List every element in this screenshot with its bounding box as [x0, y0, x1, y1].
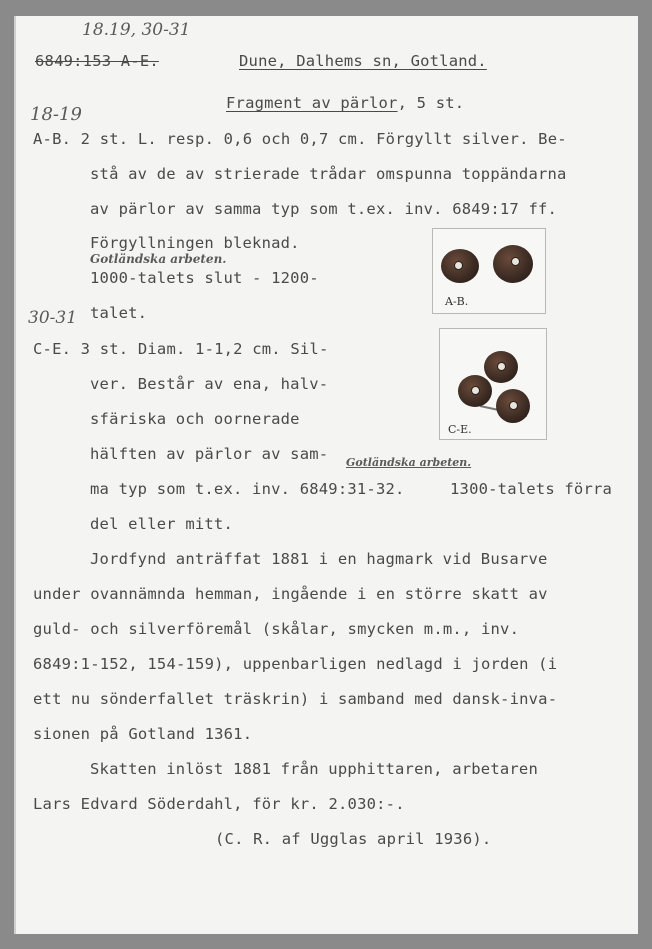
signature-line: (C. R. af Ugglas april 1936).	[215, 830, 492, 848]
photo-label: A-B.	[445, 295, 469, 308]
text-line: under ovannämnda hemman, ingående i en större skatt av	[33, 585, 548, 603]
inventory-number: 6849:153 A-E.	[35, 52, 159, 70]
catalog-card	[14, 16, 638, 934]
bead-a-hole	[454, 261, 463, 270]
text-line: sfäriska och oornerade	[90, 410, 300, 428]
text-line: ma typ som t.ex. inv. 6849:31-32.	[90, 480, 405, 498]
top-handwritten-note: 18.19, 30-31	[82, 20, 191, 40]
text-line: sionen på Gotland 1361.	[33, 725, 253, 743]
text-line: stå av de av strierade trådar omspunna toppändarna	[90, 165, 567, 183]
text-line: 6849:1-152, 154-159), uppenbarligen nedlagd i jorden (i	[33, 655, 558, 673]
text-line: ver. Består av ena, halv-	[90, 375, 329, 393]
margin-note-ab: 18-19	[30, 104, 82, 125]
text-line: av pärlor av samma typ som t.ex. inv. 6849:17 ff.	[90, 200, 558, 218]
handwritten-attribution: Gotländska arbeten.	[90, 252, 227, 266]
text-line: hälften av pärlor av sam-	[90, 445, 329, 463]
text-line: del eller mitt.	[90, 515, 233, 533]
text-line: Skatten inlöst 1881 från upphittaren, arbetaren	[90, 760, 538, 778]
handwritten-attribution: Gotländska arbeten.	[346, 456, 472, 469]
bead-e-hole	[509, 401, 518, 410]
bead-c-hole	[497, 362, 506, 371]
text-line: 1000-talets slut - 1200-	[90, 269, 319, 287]
object-heading: Fragment av pärlor, 5 st.	[226, 94, 465, 112]
text-line: Lars Edvard Söderdahl, för kr. 2.030:-.	[33, 795, 405, 813]
text-line: 1300-talets förra	[450, 480, 613, 498]
photo-beads-ab	[432, 228, 546, 314]
text-line: A-B. 2 st. L. resp. 0,6 och 0,7 cm. Förgyllt silver. Be-	[33, 130, 567, 148]
text-line: guld- och silverföremål (skålar, smycken m.m., inv.	[33, 620, 520, 638]
text-line: ett nu sönderfallet träskrin) i samband med dansk-inva-	[33, 690, 558, 708]
find-location: Dune, Dalhems sn, Gotland.	[239, 52, 487, 70]
photo-label: C-E.	[448, 423, 472, 436]
text-line: Förgyllningen bleknad.	[90, 234, 300, 252]
bead-b-hole	[511, 257, 520, 266]
text-line: talet.	[90, 304, 148, 322]
bead-d-hole	[471, 386, 480, 395]
margin-note-ce: 30-31	[28, 308, 78, 328]
text-line: Jordfynd anträffat 1881 i en hagmark vid Busarve	[90, 550, 548, 568]
photo-beads-ce	[439, 328, 547, 440]
text-line: C-E. 3 st. Diam. 1-1,2 cm. Sil-	[33, 340, 329, 358]
